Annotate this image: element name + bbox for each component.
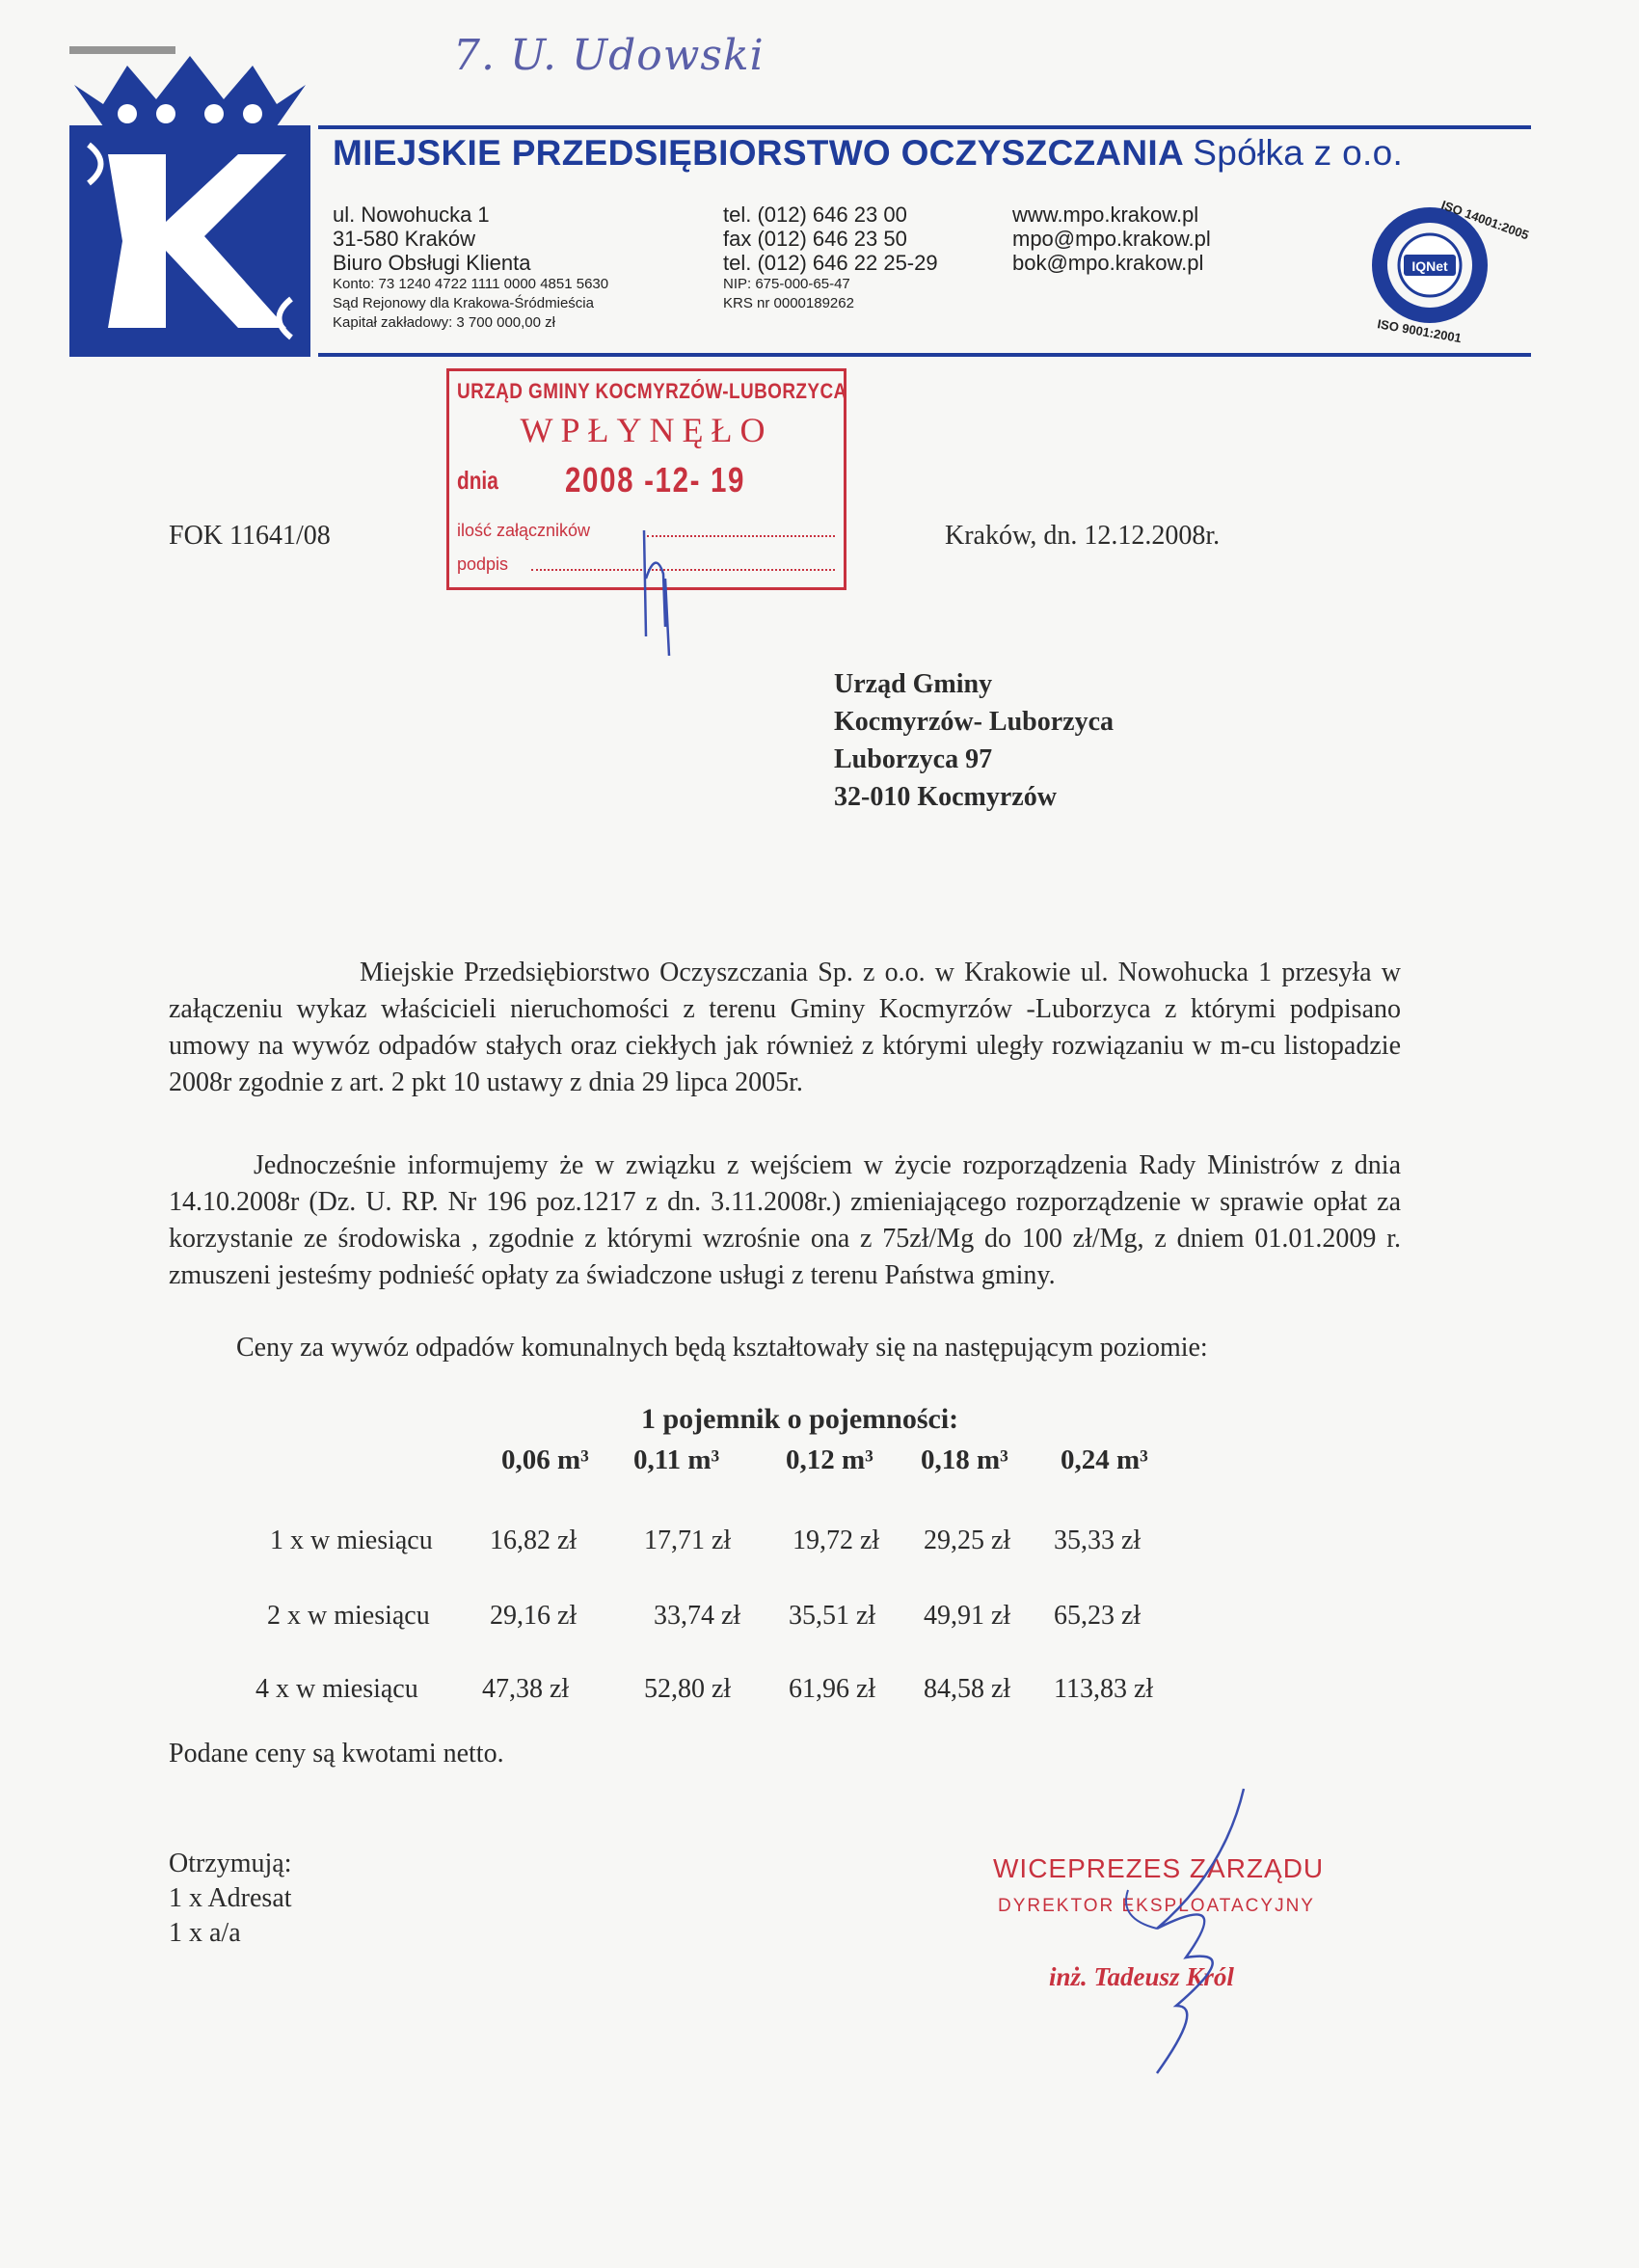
price-col-header: 0,24 m³ [1061, 1444, 1148, 1475]
iso-bottom-label: ISO 9001:2001 [1376, 316, 1463, 346]
iso-certificate-icon [1357, 193, 1531, 346]
price-cell: 19,72 zł [793, 1526, 880, 1555]
price-cell: 113,83 zł [1054, 1674, 1154, 1704]
price-cell: 49,91 zł [924, 1601, 1011, 1631]
stamp-signature-label: podpis [457, 554, 509, 574]
price-cell: 35,51 zł [789, 1601, 876, 1631]
price-table-caption: 1 pojemnik o pojemności: [641, 1403, 959, 1435]
stamp-date-label: dnia [457, 466, 498, 495]
price-cell: 65,23 zł [1054, 1601, 1142, 1631]
stamp-date-value: 2008 -12- 19 [565, 460, 746, 500]
header-address: ul. Nowohucka 1 31-580 Kraków Biuro Obsługi Klienta Konto: 73 1240 4722 1111 0000 4851 5630 Sąd Rejonowy dla Krakowa-Śródmieścia Kapitał zakładowy: 3 700 000,00 zł [333, 202, 609, 331]
header-web: www.mpo.krakow.pl mpo@mpo.krakow.pl bok@mpo.krakow.pl [1012, 202, 1211, 275]
header-rule-top [318, 125, 1531, 129]
signatory-subtitle: DYREKTOR EKSPLOATACYJNY [998, 1896, 1315, 1916]
price-col-header: 0,12 m³ [786, 1444, 873, 1475]
body-paragraph-1: Miejskie Przedsiębiorstwo Oczyszczania Sp. z o.o. w Krakowie ul. Nowohucka 1 przesyła w załączeniu wykaz właścicieli nieruchomości z terenu Gminy Kocmyrzów -Luborzyca z którymi podpisano umowy na wywóz odpadów stałych oraz ciekłych jak również z którymi uległy rozwiązaniu w m-cu listopadzie 2008r zgodnie z art. 2 pkt 10 ustawy z dnia 29 lipca 2005r. [169, 958, 1401, 1097]
price-cell: 35,33 zł [1054, 1526, 1142, 1555]
iso-top-label: ISO 14001:2005 [1438, 197, 1531, 243]
price-cell: 84,58 zł [924, 1674, 1011, 1704]
body-paragraph-3: Ceny za wywóz odpadów komunalnych będą kształtowały się na następującym poziomie: [236, 1333, 1208, 1363]
iso-center-label: IQNet [1411, 258, 1448, 274]
signatory-name: inż. Tadeusz Król [1049, 1962, 1234, 1991]
price-cell: 52,80 zł [644, 1674, 732, 1704]
place-date: Kraków, dn. 12.12.2008r. [945, 521, 1221, 551]
stamp-attachments-label: ilość załączników [457, 521, 591, 540]
distribution-list: Otrzymują: 1 x Adresat 1 x a/a [169, 1849, 292, 1948]
price-cell: 29,25 zł [924, 1526, 1011, 1555]
price-cell: 17,71 zł [644, 1526, 732, 1555]
signatory-title: WICEPREZES ZARZĄDU [993, 1853, 1325, 1883]
price-col-header: 0,18 m³ [921, 1444, 1008, 1475]
k-letter-logo-icon [69, 125, 310, 357]
stamp-signature-scribble-icon [627, 521, 685, 665]
company-name: MIEJSKIE PRZEDSIĘBIORSTWO OCZYSZCZANIA Spółka z o.o. [333, 133, 1404, 173]
price-row-label: 2 x w miesiącu [267, 1601, 430, 1631]
handwritten-signature-icon [1099, 1784, 1273, 2083]
recipient-address: Urząd Gminy Kocmyrzów- Luborzyca Luborzyca 97 32-010 Kocmyrzów [834, 669, 1115, 812]
net-price-note: Podane ceny są kwotami netto. [169, 1739, 504, 1768]
reference-number: FOK 11641/08 [169, 521, 331, 551]
price-cell: 61,96 zł [789, 1674, 876, 1704]
handwritten-note: 7. U. Udowski [453, 31, 765, 80]
header-rule-bottom [318, 353, 1531, 357]
stamp-office: URZĄD GMINY KOCMYRZÓW-LUBORZYCA [457, 379, 847, 403]
price-row-label: 4 x w miesiącu [255, 1674, 418, 1704]
body-paragraph-2: Jednocześnie informujemy że w związku z wejściem w życie rozporządzenia Rady Ministrów z dnia 14.10.2008r (Dz. U. RP. Nr 196 poz.1217 z dn. 3.11.2008r.) zmieniającego rozporządzenie w sprawie opłat za korzystanie ze środowiska , zgodnie z którymi wzrośnie ona z 75zł/Mg do 100 zł/Mg, z dniem 01.01.2009 r. zmuszeni jesteśmy podnieść opłaty za świadczone usługi z terenu Państwa gminy. [169, 1150, 1401, 1290]
price-cell: 47,38 zł [482, 1674, 570, 1704]
price-cell: 33,74 zł [654, 1601, 741, 1631]
price-cell: 16,82 zł [490, 1526, 578, 1555]
stamp-received: WPŁYNĘŁO [520, 411, 773, 449]
header-phones: tel. (012) 646 23 00 fax (012) 646 23 50 tel. (012) 646 22 25-29 NIP: 675-000-65-47 KRS nr 0000189262 [723, 202, 938, 311]
price-col-header: 0,06 m³ [501, 1444, 589, 1475]
price-row-label: 1 x w miesiącu [270, 1526, 433, 1555]
price-cell: 29,16 zł [490, 1601, 578, 1631]
price-col-header: 0,11 m³ [633, 1444, 720, 1475]
